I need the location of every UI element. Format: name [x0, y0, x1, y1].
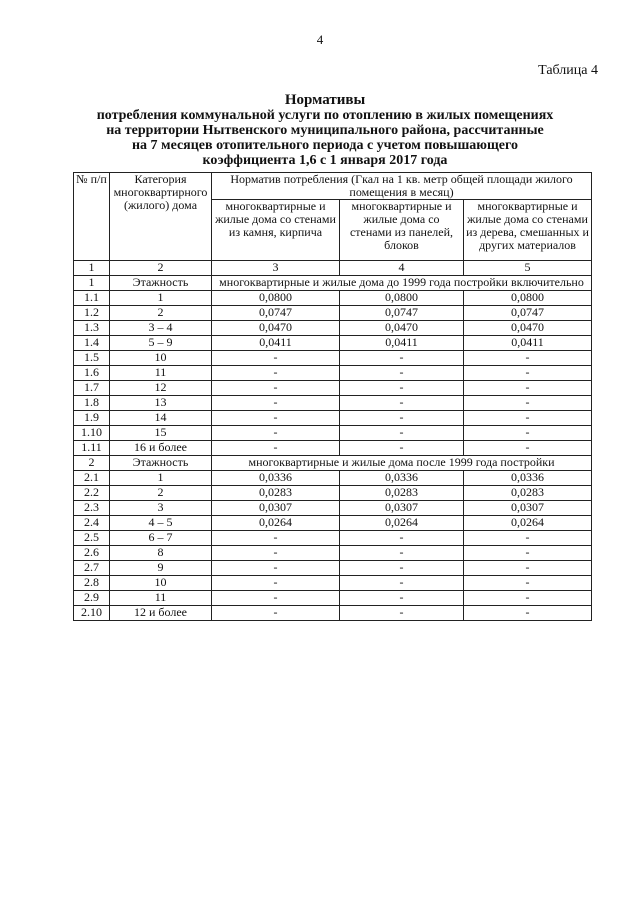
header-index-2: 2: [110, 261, 212, 276]
row-value-col5: -: [464, 441, 592, 456]
row-value-col3: -: [212, 441, 340, 456]
header-index-row: [74, 261, 592, 276]
table-row: [74, 381, 592, 396]
row-category: 2: [110, 306, 212, 321]
row-value-col3: -: [212, 591, 340, 606]
row-value-col3: -: [212, 381, 340, 396]
row-value-col5: -: [464, 366, 592, 381]
page-number: 4: [316, 32, 324, 47]
title-line-1: Нормативы: [284, 92, 366, 108]
document-title: [60, 93, 590, 168]
section-description: многоквартирные и жилые дома до 1999 года постройки включительно: [212, 276, 592, 291]
row-num: 2.7: [74, 561, 110, 576]
row-value-col5: -: [464, 411, 592, 426]
row-value-col3: 0,0307: [212, 501, 340, 516]
row-category: 10: [110, 351, 212, 366]
table-row: [74, 321, 592, 336]
row-value-col4: 0,0336: [340, 471, 464, 486]
row-value-col4: 0,0411: [340, 336, 464, 351]
header-index-1: 1: [74, 261, 110, 276]
row-value-col3: -: [212, 366, 340, 381]
table-row: [74, 516, 592, 531]
row-category: 12 и более: [110, 606, 212, 621]
row-value-col5: 0,0800: [464, 291, 592, 306]
row-category: 15: [110, 426, 212, 441]
row-category: 10: [110, 576, 212, 591]
table-row: [74, 591, 592, 606]
row-category: 5 – 9: [110, 336, 212, 351]
table-row: [74, 501, 592, 516]
row-num: 1.10: [74, 426, 110, 441]
row-value-col5: -: [464, 561, 592, 576]
table-row: [74, 531, 592, 546]
row-value-col4: -: [340, 606, 464, 621]
row-value-col5: -: [464, 591, 592, 606]
row-value-col3: -: [212, 411, 340, 426]
row-num: 1.7: [74, 381, 110, 396]
row-value-col4: -: [340, 441, 464, 456]
row-value-col3: -: [212, 426, 340, 441]
row-num: 1.3: [74, 321, 110, 336]
row-category: 2: [110, 486, 212, 501]
table-row: [74, 486, 592, 501]
row-value-col3: 0,0411: [212, 336, 340, 351]
row-value-col4: -: [340, 546, 464, 561]
table-row: [74, 411, 592, 426]
row-num: 1.9: [74, 411, 110, 426]
row-value-col3: -: [212, 561, 340, 576]
row-value-col4: -: [340, 366, 464, 381]
row-category: 3 – 4: [110, 321, 212, 336]
row-num: 2.4: [74, 516, 110, 531]
row-value-col5: 0,0307: [464, 501, 592, 516]
row-category: 16 и более: [110, 441, 212, 456]
row-num: 2.2: [74, 486, 110, 501]
section-description: многоквартирные и жилые дома после 1999 года постройки: [212, 456, 592, 471]
table-row: [74, 471, 592, 486]
table-label: Таблица 4: [538, 63, 598, 78]
header-col4: многоквартирные и жилые дома со стенами из панелей, блоков: [340, 200, 464, 261]
row-value-col4: -: [340, 591, 464, 606]
header-norm: Норматив потребления (Гкал на 1 кв. метр общей площади жилого помещения в месяц): [212, 173, 592, 200]
header-index-4: 4: [340, 261, 464, 276]
row-value-col3: -: [212, 531, 340, 546]
row-value-col4: 0,0747: [340, 306, 464, 321]
table-row: [74, 561, 592, 576]
section-num: 2: [74, 456, 110, 471]
row-value-col4: -: [340, 576, 464, 591]
row-category: 1: [110, 471, 212, 486]
row-num: 2.8: [74, 576, 110, 591]
row-value-col4: -: [340, 396, 464, 411]
row-value-col4: 0,0283: [340, 486, 464, 501]
section-category: Этажность: [110, 456, 212, 471]
row-value-col4: 0,0264: [340, 516, 464, 531]
header-col3: многоквартирные и жилые дома со стенами из камня, кирпича: [212, 200, 340, 261]
row-num: 1.6: [74, 366, 110, 381]
row-category: 1: [110, 291, 212, 306]
row-category: 4 – 5: [110, 516, 212, 531]
row-category: 12: [110, 381, 212, 396]
table-row: [74, 606, 592, 621]
row-category: 11: [110, 591, 212, 606]
row-value-col5: 0,0264: [464, 516, 592, 531]
title-line-2: потребления коммунальной услуги по отоплению в жилых помещениях: [96, 108, 554, 123]
row-num: 2.9: [74, 591, 110, 606]
row-value-col3: -: [212, 351, 340, 366]
row-value-col4: 0,0800: [340, 291, 464, 306]
row-value-col5: -: [464, 396, 592, 411]
row-value-col3: 0,0336: [212, 471, 340, 486]
header-col5: многоквартирные и жилые дома со стенами из дерева, смешанных и других материалов: [464, 200, 592, 261]
row-value-col5: -: [464, 531, 592, 546]
row-value-col3: -: [212, 546, 340, 561]
row-value-col3: -: [212, 606, 340, 621]
table-row: [74, 366, 592, 381]
section-header-row: [74, 276, 592, 291]
row-value-col4: 0,0307: [340, 501, 464, 516]
row-value-col5: -: [464, 546, 592, 561]
section-category: Этажность: [110, 276, 212, 291]
row-value-col3: 0,0470: [212, 321, 340, 336]
header-row-main: [74, 173, 592, 200]
row-value-col5: 0,0411: [464, 336, 592, 351]
row-num: 2.6: [74, 546, 110, 561]
row-value-col3: 0,0283: [212, 486, 340, 501]
row-num: 1.8: [74, 396, 110, 411]
row-category: 11: [110, 366, 212, 381]
row-value-col3: 0,0264: [212, 516, 340, 531]
table-row: [74, 546, 592, 561]
header-index-3: 3: [212, 261, 340, 276]
row-category: 6 – 7: [110, 531, 212, 546]
row-category: 3: [110, 501, 212, 516]
table-row: [74, 441, 592, 456]
row-category: 13: [110, 396, 212, 411]
row-value-col5: -: [464, 426, 592, 441]
row-value-col5: 0,0336: [464, 471, 592, 486]
row-category: 14: [110, 411, 212, 426]
row-value-col3: 0,0747: [212, 306, 340, 321]
table-row: [74, 396, 592, 411]
row-num: 2.5: [74, 531, 110, 546]
header-index-5: 5: [464, 261, 592, 276]
row-value-col4: -: [340, 351, 464, 366]
row-num: 1.5: [74, 351, 110, 366]
row-value-col3: 0,0800: [212, 291, 340, 306]
row-value-col5: -: [464, 606, 592, 621]
row-value-col4: -: [340, 411, 464, 426]
section-num: 1: [74, 276, 110, 291]
row-num: 1.1: [74, 291, 110, 306]
norms-table: [73, 172, 592, 621]
row-value-col5: 0,0283: [464, 486, 592, 501]
row-value-col4: -: [340, 426, 464, 441]
table-row: [74, 351, 592, 366]
row-value-col4: -: [340, 531, 464, 546]
row-num: 2.1: [74, 471, 110, 486]
row-value-col4: 0,0470: [340, 321, 464, 336]
row-value-col4: -: [340, 561, 464, 576]
row-value-col3: -: [212, 396, 340, 411]
table-row: [74, 336, 592, 351]
title-line-3: на территории Нытвенского муниципального района, рассчитанные: [106, 123, 544, 138]
row-num: 1.2: [74, 306, 110, 321]
table-row: [74, 291, 592, 306]
row-value-col5: 0,0747: [464, 306, 592, 321]
table-row: [74, 306, 592, 321]
title-line-4: на 7 месяцев отопительного периода с учетом повышающего: [131, 138, 519, 153]
row-value-col3: -: [212, 576, 340, 591]
header-num: № п/п: [74, 173, 110, 261]
row-num: 2.10: [74, 606, 110, 621]
row-value-col5: -: [464, 351, 592, 366]
table-row: [74, 576, 592, 591]
section-header-row: [74, 456, 592, 471]
row-num: 2.3: [74, 501, 110, 516]
norms-table-body: [74, 173, 592, 621]
row-value-col5: 0,0470: [464, 321, 592, 336]
row-category: 8: [110, 546, 212, 561]
table-row: [74, 426, 592, 441]
title-line-5: коэффициента 1,6 с 1 января 2017 года: [202, 153, 448, 168]
row-value-col4: -: [340, 381, 464, 396]
header-category: Категория многоквартирного (жилого) дома: [110, 173, 212, 261]
row-category: 9: [110, 561, 212, 576]
row-num: 1.4: [74, 336, 110, 351]
row-value-col5: -: [464, 576, 592, 591]
row-value-col5: -: [464, 381, 592, 396]
row-num: 1.11: [74, 441, 110, 456]
